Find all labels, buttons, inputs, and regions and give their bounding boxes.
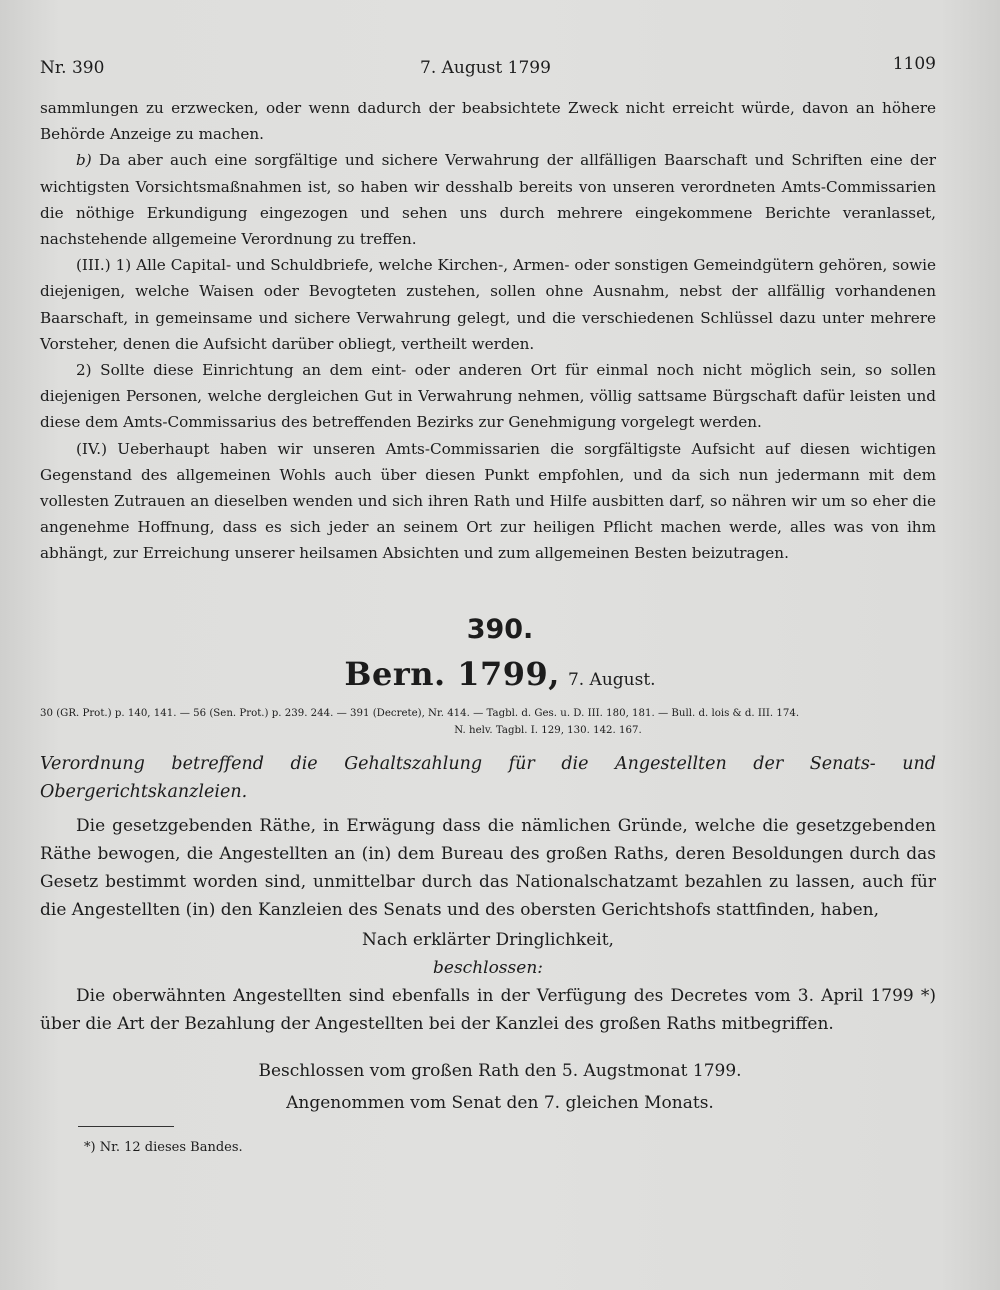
document-number: 390. (466, 614, 534, 645)
running-head (40, 54, 936, 82)
urgency-line: Nach erklärter Dringlichkeit, (362, 930, 614, 950)
paragraph-b-label: b) (76, 151, 92, 170)
paragraph-continuation: sammlungen zu erzwecken, oder wenn dadurch der beabsichtete Zweck nicht erreicht würde, davon an höhere Behörde Anzeige zu machen. (40, 99, 936, 144)
paragraph-iii-1: (III.) 1) Alle Capital- und Schuldbriefe, welche Kirchen-, Armen- oder sonstigen Gemeindgütern gehören, sowie diejenigen, welche Waisen oder Bevogteten zustehen, sollen ohne Ausnahm, nebst der allfällig vorhandenen Baarschaft, in gemeinsame und sichere Verwahrung gelegt, und die verschiedenen Schlüssel dazu unter mehrere Vorsteher, denen die Aufsicht darüber obliegt, vertheilt werden. (40, 256, 936, 353)
resolved-line: beschlossen: (433, 958, 543, 978)
sources-line-2: N. helv. Tagbl. I. 129, 130. 142. 167. (454, 725, 642, 736)
page-number: 1109 (892, 54, 936, 74)
closing-senate: Angenommen vom Senat den 7. gleichen Monats. (286, 1093, 714, 1113)
document-date: 7. August. (567, 670, 656, 690)
footnote: *) Nr. 12 dieses Bandes. (84, 1140, 243, 1155)
document-place-year: Bern. 1799, (344, 655, 560, 693)
paragraph-b-text: Da aber auch eine sorgfältige und sichere Verwahrung der allfälligen Baarschaft und Schriften eine der wichtigsten Vorsichtsmaßnahmen ist, so haben wir desshalb bereits von unseren verordneten Amts-Commissarien die nöthige Erkundigung eingezogen und sehen uns durch mehrere eingekommene Berichte veranlasset, nachstehende allgemeine Verordnung zu treffen. (40, 151, 936, 249)
document-heading (0, 655, 1000, 693)
paragraph-b (40, 147, 936, 252)
header-doc-number: Nr. 390 (40, 58, 105, 78)
paragraph-iii-2: 2) Sollte diese Einrichtung an dem eint- oder anderen Ort für einmal noch nicht möglich sein, so sollen diejenigen Personen, welche dergleichen Gut in Verwahrung nehmen, völlig sattsame Bürgschaft dafür leisten und diese dem Amts-Commissarius des betreffenden Bezirks zur Genehmigung vorgelegt werden. (40, 361, 936, 432)
ordinance-decision: Die oberwähnten Angestellten sind ebenfalls in der Verfügung des Decretes vom 3. April 1799 *) über die Art der Bezahlung der Angestellten bei der Kanzlei des großen Raths mitbegriffen. (40, 986, 936, 1034)
paragraph-iv: (IV.) Ueberhaupt haben wir unseren Amts-Commissarien die sorgfältigste Aufsicht auf diesen wichtigen Gegenstand des allgemeinen Wohls auch über diesen Punkt empfohlen, und da sich nun jedermann mit dem vollesten Zutrauen an dieselben wenden und sich ihren Rath und Hilfe ausbitten darf, so nähren wir um so eher die angenehme Hoffnung, dass es sich jeder an seinem Ort zur heiligen Pflicht machen werde, alles was von ihm abhängt, zur Erreichung unserer heilsamen Absichten und zum allgemeinen Besten beizutragen. (40, 439, 936, 563)
header-date: 7. August 1799 (420, 58, 551, 78)
closing-great-council: Beschlossen vom großen Rath den 5. Augstmonat 1799. (258, 1061, 742, 1081)
ordinance-body (40, 812, 936, 1038)
footnote-divider (78, 1126, 174, 1127)
continuation-text (40, 95, 936, 567)
ordinance-preamble: Die gesetzgebenden Räthe, in Erwägung dass die nämlichen Gründe, welche die gesetzgebenden Räthe bewogen, die Angestellten an (in) dem Bureau des großen Raths, deren Besoldungen durch das Gesetz bestimmt worden sind, unmittelbar durch das Nationalschatzamt bezahlen zu lassen, auch für die Angestellten (in) den Kanzleien des Senats und des obersten Gerichtshofs stattfinden, haben, (40, 816, 936, 920)
source-references (40, 705, 936, 739)
sources-line-1: 30 (GR. Prot.) p. 140, 141. — 56 (Sen. Prot.) p. 239. 244. — 391 (Decrete), Nr. 414. — Tagbl. d. Ges. u. D. III. 180, 181. — Bull. d. lois & d. III. 174. (40, 708, 800, 719)
ordinance-title: Verordnung betreffend die Gehaltszahlung für die Angestellten der Senats- und Obergerichtskanzleien. (40, 754, 936, 802)
